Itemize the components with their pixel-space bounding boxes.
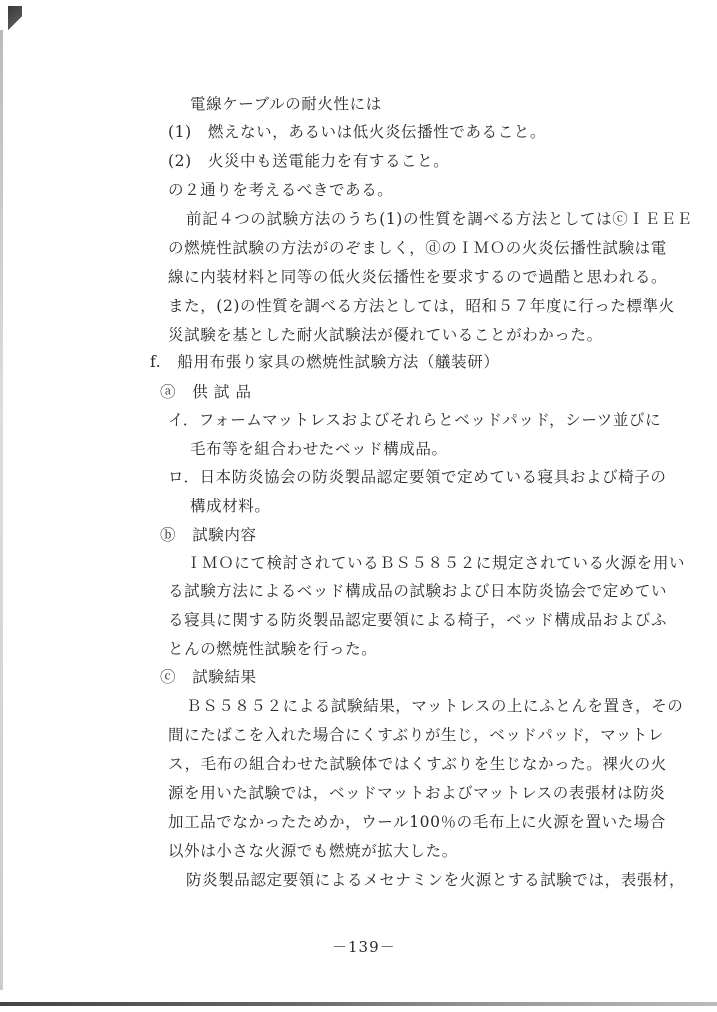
scan-edge-bottom [0,1002,717,1006]
text-line: 間にたばこを入れた場合にくすぶりが生じ，ベッドパッド，マットレ [168,726,665,744]
section-heading: f. 船用布張り家具の燃焼性試験方法（艤装研） [150,353,500,371]
scan-corner-mark [8,6,22,32]
text-line: ＢＳ５８５２による試験結果，マットレスの上にふとんを置き，その [186,697,684,715]
text-line: 加工品でなかったためか，ウール100％の毛布上に火源を置いた場合 [168,813,666,831]
text-line: ロ．日本防炎協会の防炎製品認定要領で定めている寝具および椅子の [168,468,667,486]
text-line: 電線ケーブルの耐火性には [190,95,382,113]
text-line: (2) 火災中も送電能力を有すること。 [168,152,450,170]
text-line: ス，毛布の組合わせた試験体ではくすぶりを生じなかった。裸火の火 [168,755,667,773]
text-line: とんの燃焼性試験を行った。 [168,640,378,658]
text-line: (1) 燃えない，あるいは低火炎伝播性であること。 [168,123,546,141]
text-line: また，(2)の性質を調べる方法としては，昭和５７年度に行った標準火 [168,297,675,315]
subsection-heading: ⓐ 供 試 品 [160,383,252,401]
page-number: －139－ [332,938,396,956]
text-line: 構成材料。 [190,497,271,515]
text-line: イ．フォームマットレスおよびそれらとベッドパッド，シーツ並びに [168,411,662,429]
text-line: の燃焼性試験の方法がのぞましく，ⓓのＩＭＯの火炎伝播性試験は電 [168,239,667,257]
subsection-heading: ⓑ 試験内容 [160,526,257,544]
scan-edge-left [0,30,3,990]
text-line: 防炎製品認定要領によるメセナミンを火源とする試験では，表張材， [186,871,686,889]
subsection-heading: ⓒ 試験結果 [160,668,257,686]
text-line: 毛布等を組合わせたベッド構成品。 [190,440,448,458]
text-line: る寝具に関する防炎製品認定要領による椅子，ベッド構成品およびふ [168,611,668,629]
text-line: 災試験を基とした耐火試験法が優れていることがわかった。 [168,326,603,344]
text-line: 前記４つの試験方法のうち(1)の性質を調べる方法としてはⓒＩＥＥＥ [186,210,693,228]
text-line: る試験方法によるベッド構成品の試験および日本防炎協会で定めてい [168,582,668,600]
text-line: ＩＭＯにて検討されているＢＳ５８５２に規定されている火源を用い [186,554,686,572]
text-line: 源を用いた試験では，ベッドマットおよびマットレスの表張材は防炎 [168,784,666,802]
text-line: の２通りを考えるべきである。 [168,181,394,199]
text-line: 線に内装材料と同等の低火炎伝播性を要求するので過酷と思われる。 [168,268,668,286]
text-line: 以外は小さな火源でも燃焼が拡大した。 [168,842,458,860]
